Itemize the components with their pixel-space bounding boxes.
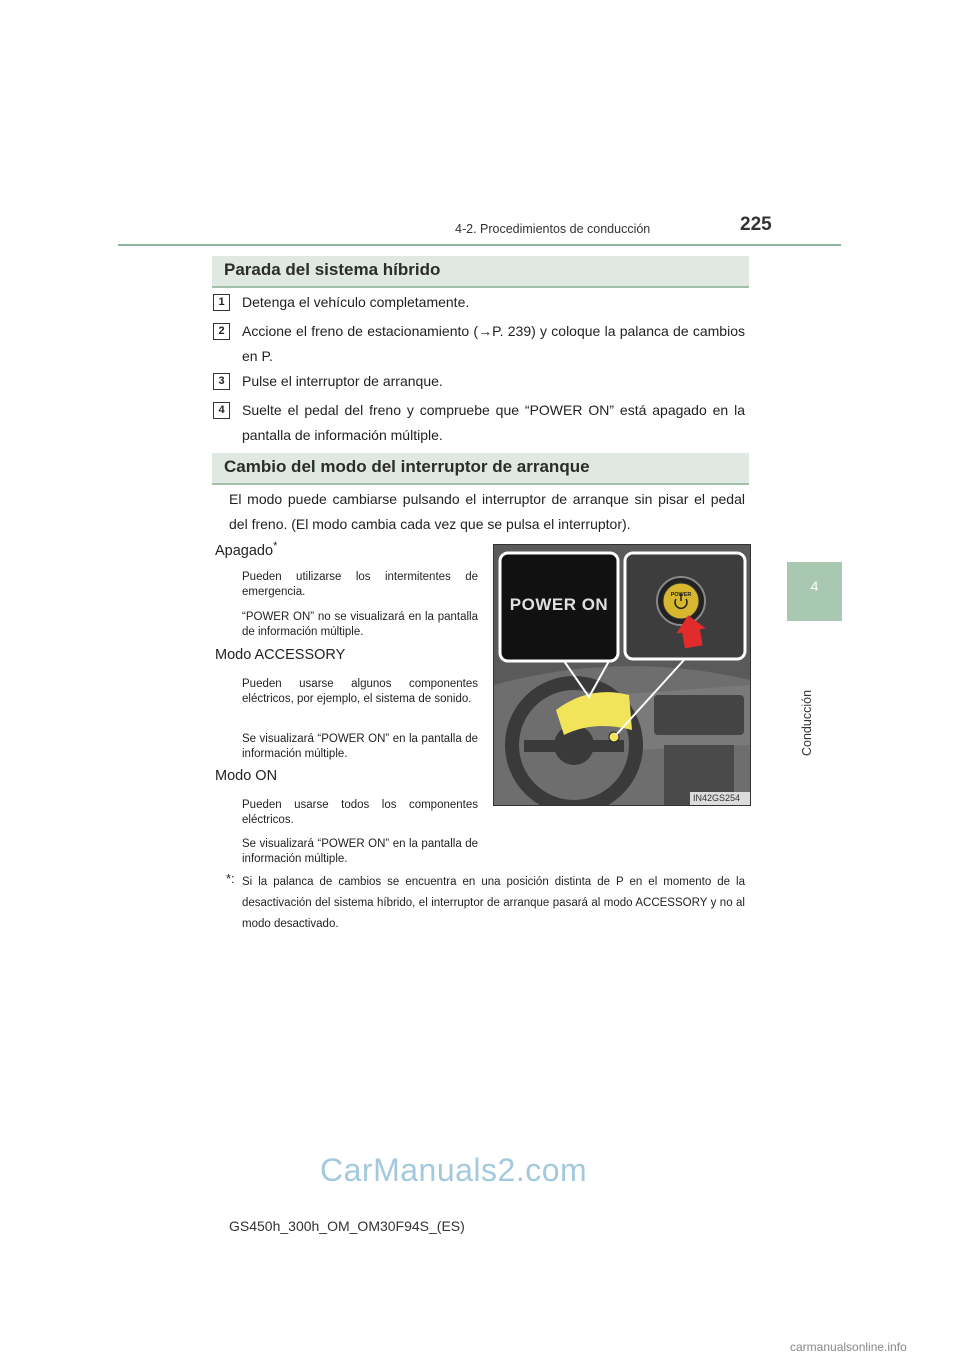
section-heading-stop: [212, 256, 749, 288]
dashboard-drawing: [494, 545, 750, 805]
section-heading-mode: [212, 453, 749, 485]
watermark-secondary: carmanualsonline.info: [790, 1340, 907, 1354]
mode-desc: Pueden utilizarse los intermitentes de emergencia.: [242, 571, 478, 598]
step-text: Accione el freno de estacionamiento (→P. 239) y coloque la palanca de cambios en P.: [242, 323, 745, 364]
power-on-display: POWER ON: [509, 595, 609, 614]
mode-title-off: Apagado*: [215, 540, 278, 559]
mode-title-accessory: Modo ACCESSORY: [215, 647, 346, 663]
mode-desc: “POWER ON” no se visualizará en la pantalla de información múltiple.: [242, 611, 478, 638]
page-number: 225: [740, 214, 772, 235]
step-number: 2: [213, 323, 230, 340]
step-number: 1: [213, 294, 230, 311]
dashboard-illustration: [493, 544, 751, 806]
chapter-label: Conducción: [800, 690, 814, 757]
power-button-label: POWER: [670, 592, 692, 598]
step-number: 4: [213, 402, 230, 419]
step-text: Suelte el pedal del freno y compruebe que “POWER ON” está apagado en la pantalla de información múltiple.: [242, 402, 745, 443]
footnote-marker: *:: [226, 871, 235, 886]
intro-paragraph: El modo puede cambiarse pulsando el interruptor de arranque sin pisar el pedal del freno. (El modo cambia cada vez que se pulsa el interruptor).: [229, 491, 745, 532]
step-number: 3: [213, 373, 230, 390]
mode-desc: Se visualizará “POWER ON” en la pantalla de información múltiple.: [242, 733, 478, 760]
mode-desc: Pueden usarse todos los componentes eléctricos.: [242, 799, 478, 826]
footnote-text: Si la palanca de cambios se encuentra en una posición distinta de P en el momento de la desactivación del sistema híbrido, el interruptor de arranque pasará al modo ACCESSORY y no al modo desactivado.: [242, 876, 745, 930]
section-title: Parada del sistema híbrido: [224, 260, 441, 279]
mode-desc: Pueden usarse algunos componentes eléctricos, por ejemplo, el sistema de sonido.: [242, 678, 478, 705]
illustration-code: IN42GS254: [693, 793, 741, 803]
step-text: Pulse el interruptor de arranque.: [242, 373, 443, 389]
header-rule: [118, 244, 841, 246]
step-text: Detenga el vehículo completamente.: [242, 294, 470, 310]
chapter-number: 4: [810, 578, 819, 594]
mode-desc: Se visualizará “POWER ON” en la pantalla de información múltiple.: [242, 838, 478, 865]
section-title: Cambio del modo del interruptor de arranque: [224, 457, 590, 476]
watermark: CarManuals2.com: [320, 1152, 588, 1188]
running-header: 4-2. Procedimientos de conducción: [455, 222, 651, 236]
mode-title-on: Modo ON: [215, 768, 278, 784]
document-id: GS450h_300h_OM_OM30F94S_(ES): [229, 1218, 465, 1234]
